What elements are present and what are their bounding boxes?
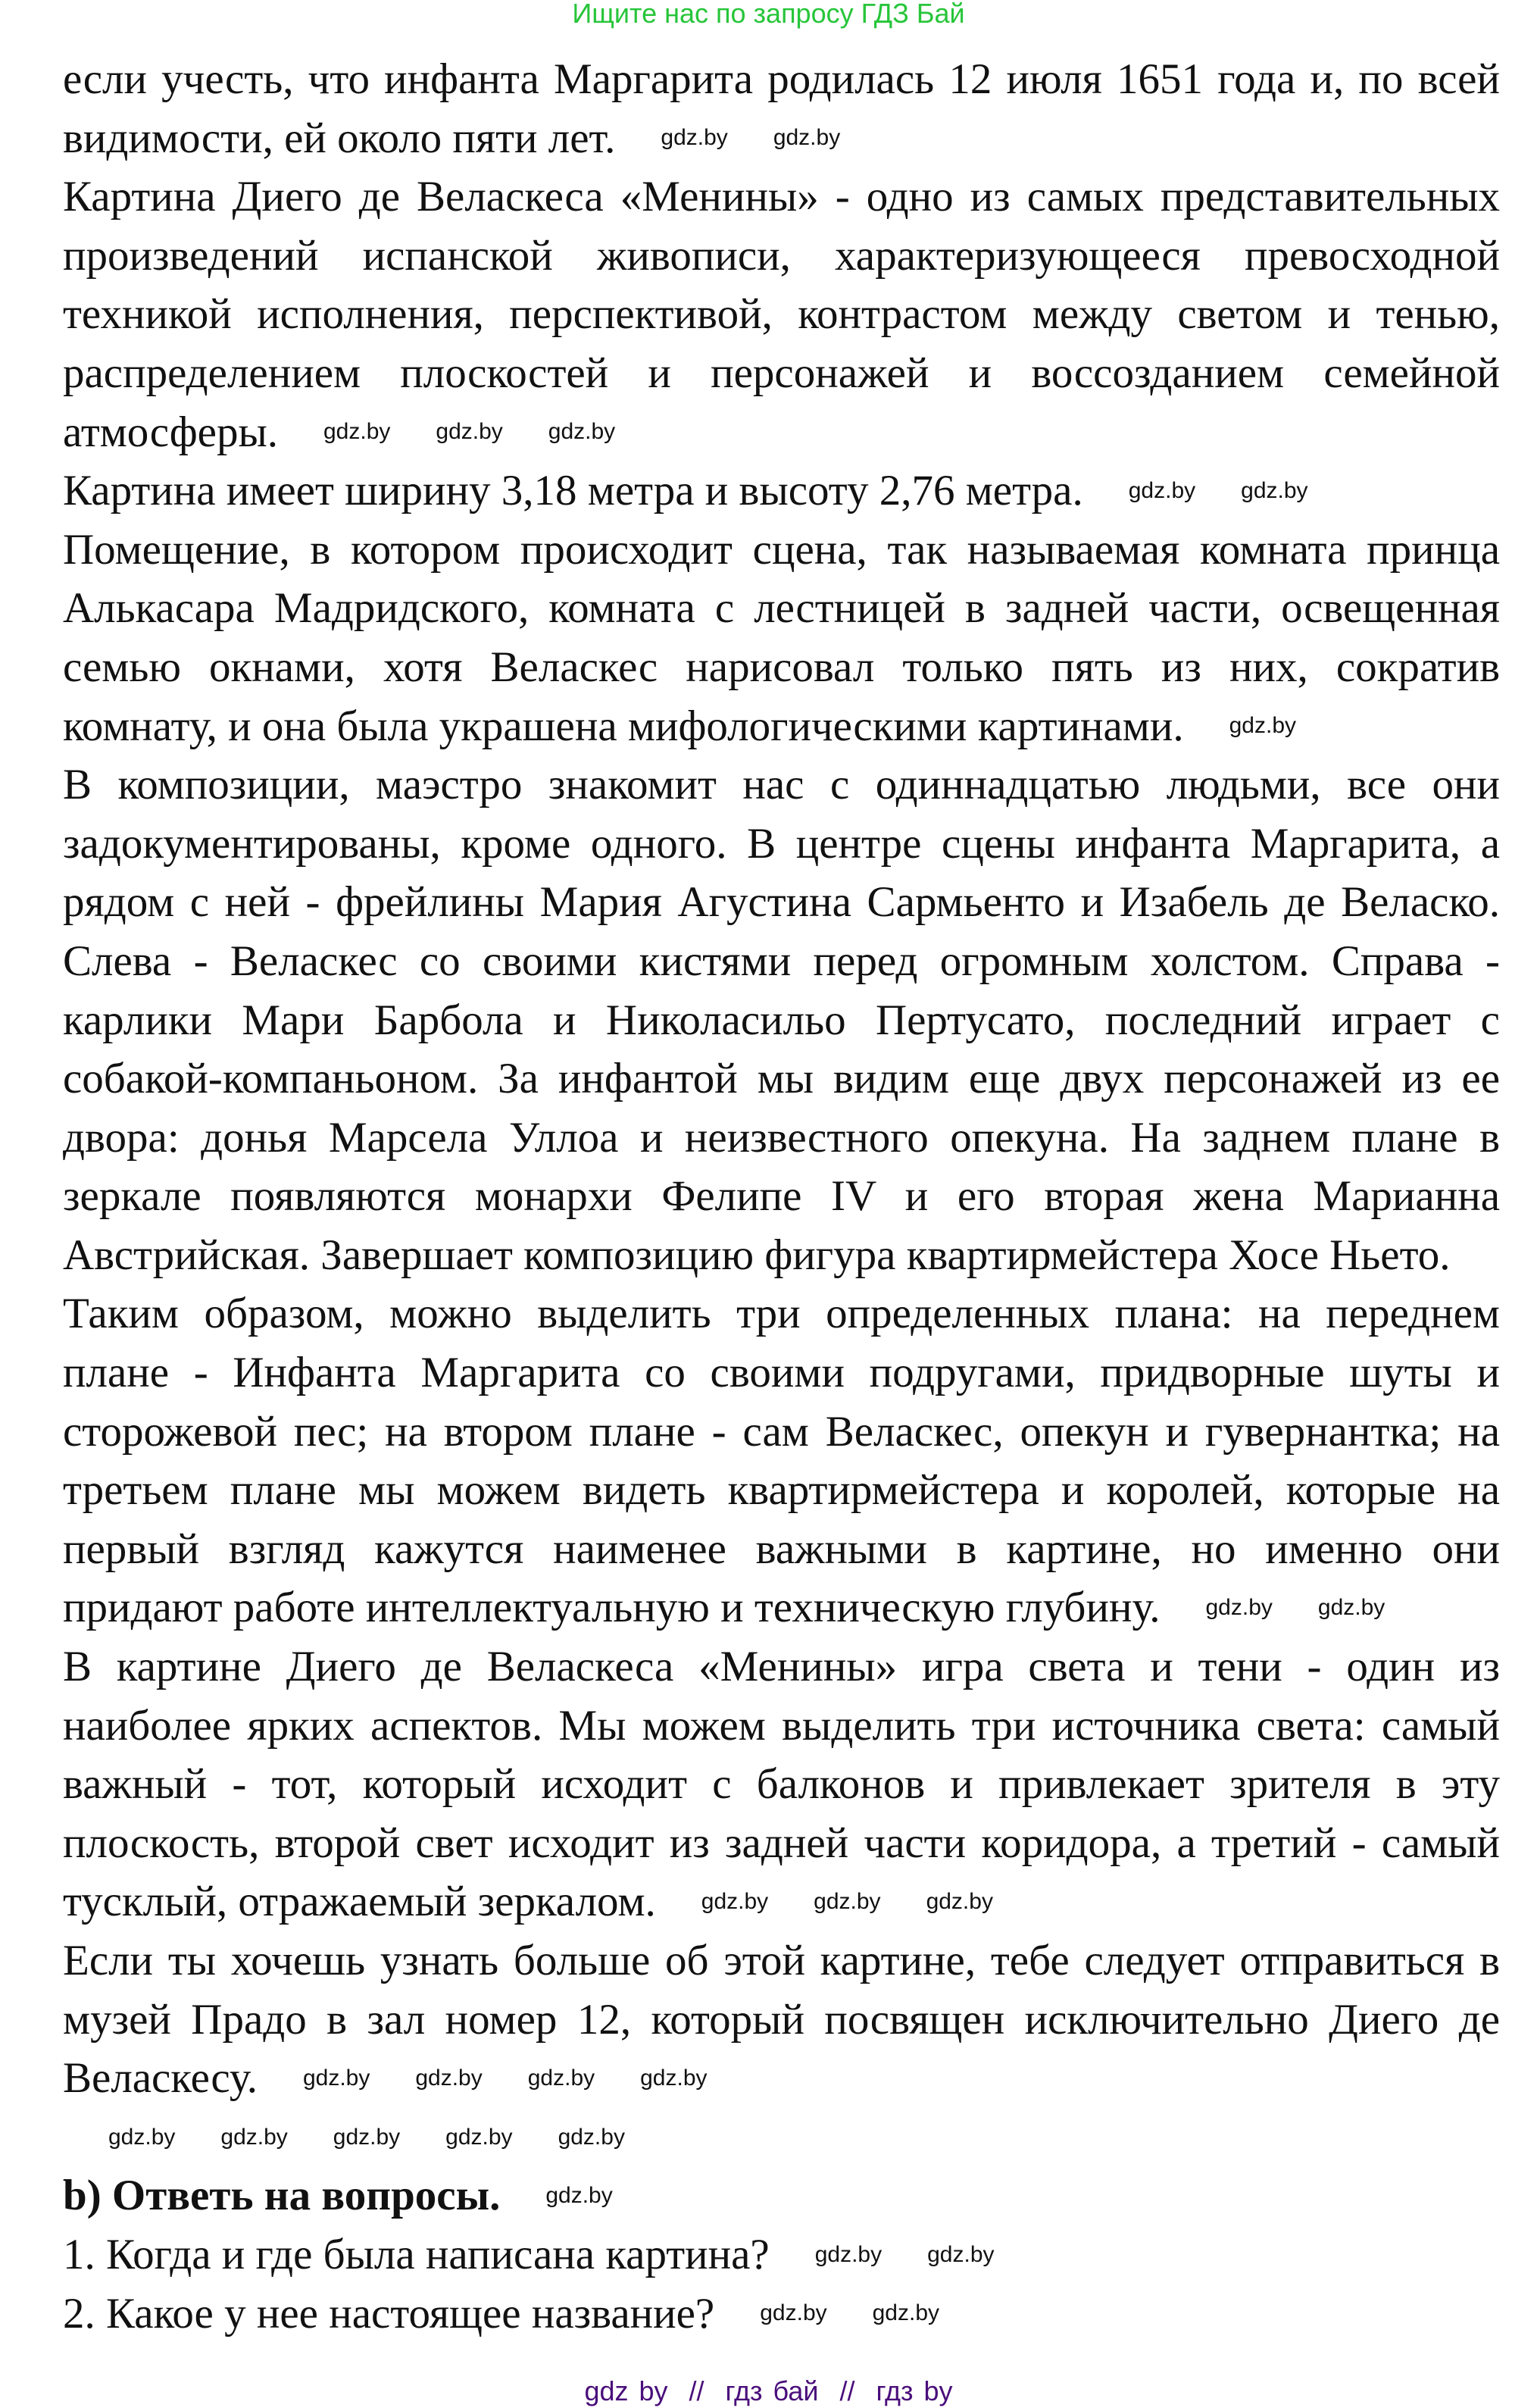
text-line (63, 873, 1500, 932)
watermark: gdz.by (926, 1889, 993, 1915)
text-line (63, 579, 1500, 638)
text-line (63, 344, 1500, 403)
text-line (63, 109, 1500, 168)
line-text: первый взгляд кажутся наименее важными в картине, но именно они (63, 1525, 1500, 1573)
line-text: сторожевой пес; на втором плане - сам Веласкес, опекун и гувернантка; на (63, 1407, 1500, 1456)
text-line (63, 1403, 1500, 1462)
text-line (63, 1520, 1500, 1579)
watermark: gdz.by (872, 2300, 940, 2326)
spacer (63, 2108, 1500, 2167)
watermark: gdz.by (108, 2124, 176, 2150)
paragraph (63, 167, 1500, 461)
line-text: наиболее ярких аспектов. Мы можем выделить три источника света: самый (63, 1701, 1500, 1750)
watermark: gdz.by (814, 2241, 883, 2267)
text-line (63, 1814, 1500, 1873)
line-text: Помещение, в котором происходит сцена, так называемая комната принца (63, 525, 1500, 574)
line-text: важный - тот, который исходит с балконов и привлекает зрителя в эту (63, 1760, 1500, 1809)
paragraph (63, 1637, 1500, 1931)
watermark: gdz.by (1241, 477, 1308, 503)
line-text: Веласкесу. (63, 2054, 258, 2103)
watermark: gdz.by (640, 2065, 708, 2091)
paragraph (63, 50, 1500, 167)
text-line (63, 2049, 1500, 2108)
question-item (63, 2284, 1500, 2344)
paragraph (63, 1284, 1500, 1637)
watermark: gdz.by (415, 2065, 483, 2091)
line-text: если учесть, что инфанта Маргарита родилась 12 июля 1651 года и, по всей (63, 55, 1500, 103)
text-line (63, 697, 1500, 756)
line-text: В композиции, маэстро знакомит нас с одиннадцатью людьми, все они (63, 761, 1500, 809)
watermark: gdz.by (436, 419, 503, 445)
line-text: третьем плане мы можем видеть квартирмейстера и королей, которые на (63, 1466, 1500, 1515)
watermark: gdz.by (927, 2241, 995, 2267)
text-line (63, 1697, 1500, 1756)
line-text: плане - Инфанта Маргарита со своими подругами, придворные шуты и (63, 1349, 1500, 1397)
watermark: gdz.by (1317, 1595, 1385, 1621)
text-line (63, 1226, 1500, 1285)
text-line (63, 461, 1500, 521)
task-heading (63, 2166, 1500, 2225)
line-text: плоскость, второй свет исходит из задней части коридора, а третий - самый (63, 1819, 1500, 1867)
line-text: видимости, ей около пяти лет. (63, 114, 616, 162)
paragraph (63, 755, 1500, 1284)
line-text: 2. Какое у нее настоящее название? (63, 2289, 715, 2338)
watermark: gdz.by (548, 419, 616, 445)
line-text: собакой-компаньоном. За инфантой мы видим еще двух персонажей из ее (63, 1055, 1500, 1103)
question-item (63, 2225, 1500, 2284)
watermark: gdz.by (220, 2124, 288, 2150)
paragraph (63, 521, 1500, 755)
footer-watermark: gdz by // гдз бай // гдз by (584, 2375, 953, 2406)
watermark: gdz.by (527, 2065, 595, 2091)
text-line (63, 1167, 1500, 1226)
line-text: двора: донья Марсела Уллоа и неизвестного опекуна. На заднем плане в (63, 1113, 1500, 1162)
text-line (63, 1343, 1500, 1403)
line-text: Таким образом, можно выделить три определенных плана: на переднем (63, 1290, 1500, 1338)
text-line (63, 227, 1500, 286)
line-text: атмосферы. (63, 408, 278, 456)
line-text: Картина имеет ширину 3,18 метра и высоту 2,76 метра. (63, 467, 1083, 515)
watermark: gdz.by (558, 2124, 625, 2150)
line-text: задокументированы, кроме одного. В центре сцены инфанта Маргарита, а (63, 819, 1500, 868)
text-line (63, 638, 1500, 697)
paragraph (63, 461, 1500, 521)
line-text: 1. Когда и где была написана картина? (63, 2230, 770, 2278)
text-line (63, 521, 1500, 580)
text-line (63, 50, 1500, 109)
watermark: gdz.by (445, 2124, 513, 2150)
watermark: gdz.by (701, 1889, 769, 1915)
line-text: комнату, и она была украшена мифологическими картинами. (63, 702, 1184, 750)
watermark: gdz.by (661, 125, 728, 151)
line-text: рядом с ней - фрейлины Мария Агустина Сармьенто и Изабель де Веласко. (63, 878, 1500, 927)
text-line (63, 167, 1500, 227)
line-text: b) Ответь на вопросы. (63, 2172, 501, 2220)
text-line (63, 991, 1500, 1050)
search-banner: Ищите нас по запросу ГДЗ Бай (572, 0, 965, 29)
text-line (63, 1991, 1500, 2050)
line-text: Слева - Веласкес со своими кистями перед огромным холстом. Справа - (63, 937, 1500, 985)
watermark: gdz.by (1205, 1595, 1273, 1621)
line-text: карлики Мари Барбола и Николасильо Пертусато, последний играет с (63, 996, 1500, 1044)
line-text: В картине Диего де Веласкеса «Менины» игра света и тени - один из (63, 1643, 1500, 1691)
text-line (63, 1109, 1500, 1168)
watermark: gdz.by (773, 125, 841, 151)
text-line (63, 755, 1500, 815)
text-line (63, 285, 1500, 344)
watermark: gdz.by (814, 1889, 881, 1915)
watermark: gdz.by (323, 419, 391, 445)
text-line (63, 1461, 1500, 1520)
line-text: придают работе интеллектуальную и техническую глубину. (63, 1584, 1161, 1632)
line-text: распределением плоскостей и персонажей и воссозданием семейной (63, 349, 1500, 397)
line-text: произведений испанской живописи, характеризующееся превосходной (63, 231, 1500, 280)
line-text: техникой исполнения, перспективой, контрастом между светом и тенью, (63, 290, 1500, 339)
line-text: Если ты хочешь узнать больше об этой картине, тебе следует отправиться в (63, 1937, 1500, 1984)
text-line (63, 815, 1500, 874)
watermark: gdz.by (1128, 477, 1196, 503)
line-text: тусклый, отражаемый зеркалом. (63, 1878, 656, 1926)
paragraph (63, 1931, 1500, 2108)
text-line (63, 403, 1500, 462)
line-text: Картина Диего де Веласкеса «Менины» - одно из самых представительных (63, 173, 1500, 221)
watermark: gdz.by (760, 2300, 827, 2326)
line-text: Австрийская. Завершает композицию фигура квартирмейстера Хосе Ньето. (63, 1231, 1451, 1279)
document-body (63, 50, 1500, 2343)
watermark: gdz.by (545, 2183, 613, 2209)
line-text: музей Прадо в зал номер 12, который посвящен исключительно Диего де (63, 1995, 1500, 2044)
line-text: Алькасара Мадридского, комната с лестницей в задней части, освещенная (63, 584, 1500, 633)
text-line (63, 1755, 1500, 1814)
line-text: зеркале появляются монархи Фелипе IV и его вторая жена Марианна (63, 1172, 1500, 1221)
watermark: gdz.by (302, 2065, 370, 2091)
text-line (63, 1637, 1500, 1697)
text-line (63, 1578, 1500, 1637)
text-line (63, 1931, 1500, 1991)
text-line (63, 1872, 1500, 1931)
watermark: gdz.by (1229, 713, 1296, 739)
watermark: gdz.by (333, 2124, 401, 2150)
line-text: семью окнами, хотя Веласкес нарисовал только пять из них, сократив (63, 643, 1500, 691)
text-line (63, 1049, 1500, 1109)
text-line (63, 932, 1500, 991)
text-line (63, 1284, 1500, 1343)
